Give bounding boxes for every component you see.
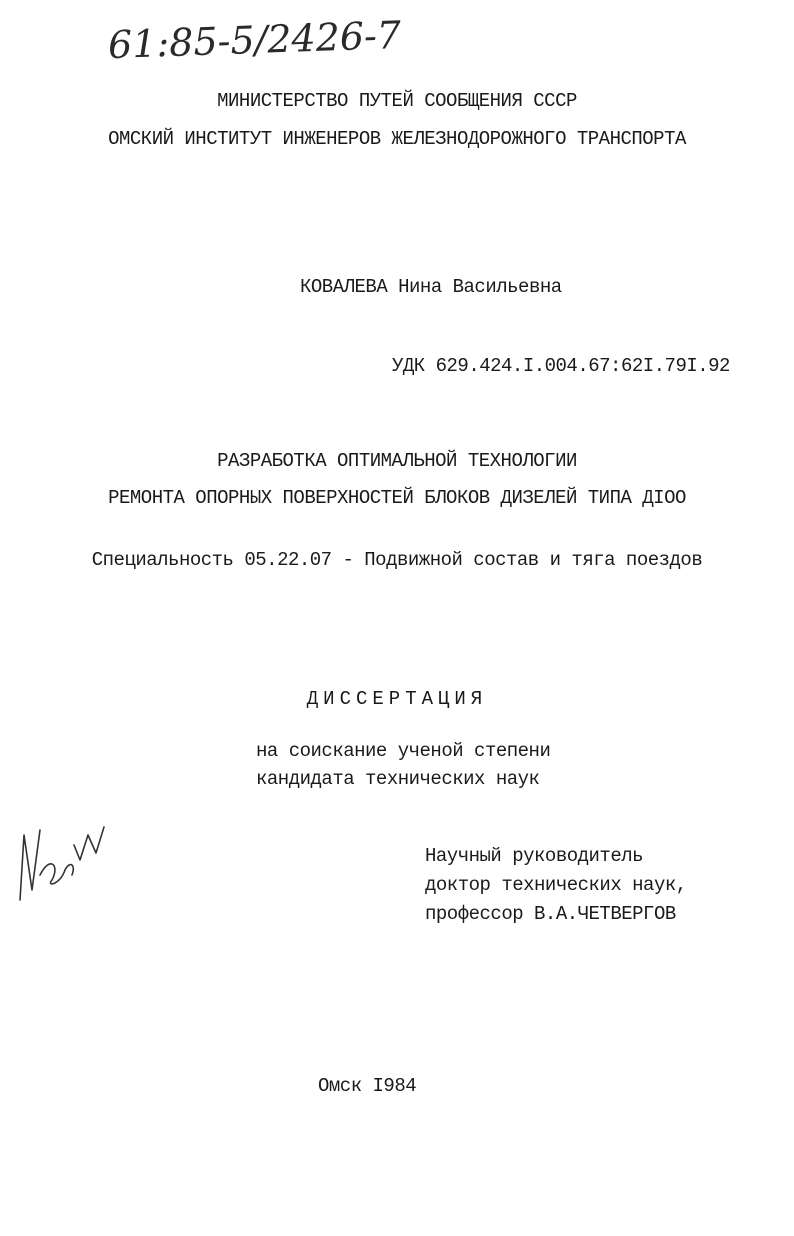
institute-line: ОМСКИЙ ИНСТИТУТ ИНЖЕНЕРОВ ЖЕЛЕЗНОДОРОЖНОГО ТРАНСПОРТА (108, 128, 686, 150)
degree-line-1: на соискание ученой степени (256, 740, 551, 762)
title-line-2: РЕМОНТА ОПОРНЫХ ПОВЕРХНОСТЕЙ БЛОКОВ ДИЗЕЛЕЙ ТИПА ДIОО (108, 487, 686, 509)
title-line-1: РАЗРАБОТКА ОПТИМАЛЬНОЙ ТЕХНОЛОГИИ (217, 450, 577, 472)
ministry-line: МИНИСТЕРСТВО ПУТЕЙ СООБЩЕНИЯ СССР (217, 90, 577, 112)
archive-number: 61:85-5/2426-7 (107, 12, 402, 68)
udk-code: УДК 629.424.I.004.67:62I.79I.92 (392, 355, 730, 377)
work-type: ДИССЕРТАЦИЯ (306, 688, 488, 710)
place-year: Омск I984 (318, 1075, 417, 1097)
advisor-name: профессор В.А.ЧЕТВЕРГОВ (425, 903, 676, 925)
advisor-label: Научный руководитель (425, 845, 644, 867)
margin-signature (10, 815, 120, 910)
author-name: КОВАЛЕВА Нина Васильевна (300, 276, 562, 298)
degree-line-2: кандидата технических наук (256, 768, 540, 790)
specialty-line: Специальность 05.22.07 - Подвижной состав и тяга поездов (91, 549, 703, 571)
advisor-degree: доктор технических наук, (425, 874, 687, 896)
